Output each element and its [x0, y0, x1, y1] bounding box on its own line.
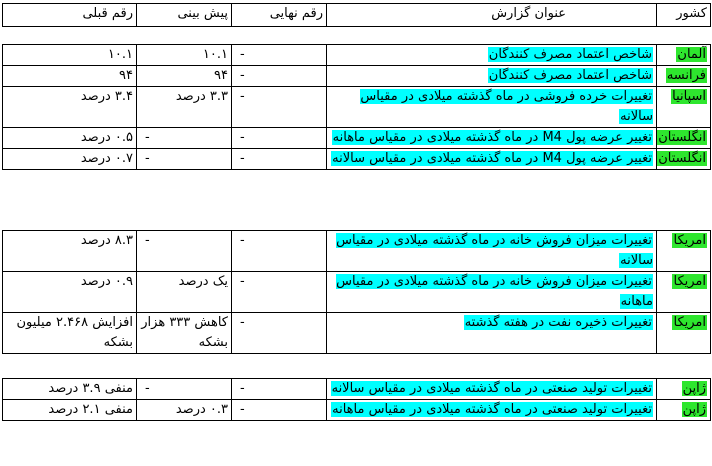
- forecast-value: -: [137, 379, 232, 400]
- report-title: تغییرات خرده فروشی در ماه گذشته میلادی در مقیاس سالانه: [360, 89, 653, 124]
- header-country: کشور: [657, 4, 711, 27]
- header-previous: رقم قبلی: [3, 4, 137, 27]
- previous-value: ۹۴: [3, 66, 137, 87]
- table-row: [3, 231, 711, 272]
- report-title: شاخص اعتماد مصرف کنندگان: [488, 47, 652, 62]
- report-title: تغییرات تولید صنعتی در ماه گذشته میلادی در مقیاس سالانه: [331, 381, 652, 396]
- table-row: [3, 313, 711, 354]
- report-title: تغییر عرضه پول M4 در ماه گذشته میلادی در مقیاس سالانه: [332, 151, 652, 166]
- final-value: -: [232, 149, 327, 170]
- forecast-value: ۹۴: [137, 66, 232, 87]
- table-row: [3, 128, 711, 149]
- header-row: [3, 4, 711, 27]
- table-row: [3, 87, 711, 128]
- previous-value: منفی ۲.۱ درصد: [3, 400, 137, 421]
- previous-value: ۳.۴ درصد: [3, 87, 137, 128]
- country-cell: ژاپن: [682, 381, 706, 396]
- table-row: [3, 66, 711, 87]
- table-row: [3, 149, 711, 170]
- header-title: عنوان گزارش: [327, 4, 657, 27]
- report-title: شاخص اعتماد مصرف کنندگان: [488, 68, 652, 83]
- table-row: [3, 272, 711, 313]
- country-cell: امریکا: [673, 274, 706, 289]
- report-title: تغییر عرضه پول M4 در ماه گذشته میلادی در مقیاس ماهانه: [332, 130, 652, 145]
- report-title: تغییرات ذخیره نفت در هفته گذشته: [464, 315, 652, 330]
- forecast-value: -: [137, 128, 232, 149]
- header-forecast: پیش بینی: [137, 4, 232, 27]
- report-title: تغییرات میزان فروش خانه در ماه گذشته میلادی در مقیاس سالانه: [336, 233, 653, 268]
- forecast-value: یک درصد: [137, 272, 232, 313]
- previous-value: ۰.۷ درصد: [3, 149, 137, 170]
- final-value: -: [232, 231, 327, 272]
- country-cell: انگلستان: [658, 151, 706, 166]
- forecast-value: -: [137, 149, 232, 170]
- forecast-value: -: [137, 231, 232, 272]
- final-value: -: [232, 128, 327, 149]
- final-value: -: [232, 45, 327, 66]
- table-row: [3, 45, 711, 66]
- country-cell: فرانسه: [666, 68, 706, 83]
- final-value: -: [232, 400, 327, 421]
- previous-value: ۱۰.۱: [3, 45, 137, 66]
- forecast-value: ۱۰.۱: [137, 45, 232, 66]
- final-value: -: [232, 379, 327, 400]
- group-table-europe: [2, 44, 711, 170]
- final-value: -: [232, 66, 327, 87]
- table-row: [3, 400, 711, 421]
- final-value: -: [232, 87, 327, 128]
- forecast-value: کاهش ۳۳۳ هزار بشکه: [137, 313, 232, 354]
- previous-value: ۰.۵ درصد: [3, 128, 137, 149]
- group-table-japan: [2, 378, 711, 421]
- header-final: رقم نهایی: [232, 4, 327, 27]
- previous-value: منفی ۳.۹ درصد: [3, 379, 137, 400]
- final-value: -: [232, 272, 327, 313]
- previous-value: ۰.۹ درصد: [3, 272, 137, 313]
- report-title: تغییرات میزان فروش خانه در ماه گذشته میلادی در مقیاس ماهانه: [336, 274, 653, 309]
- group-table-usa: [2, 230, 711, 354]
- country-cell: اسپانیا: [672, 89, 706, 104]
- table-row: [3, 379, 711, 400]
- country-cell: امریکا: [673, 315, 706, 330]
- country-cell: آلمان: [677, 47, 706, 62]
- forecast-value: ۳.۳ درصد: [137, 87, 232, 128]
- country-cell: انگلستان: [658, 130, 706, 145]
- previous-value: افزایش ۲.۴۶۸ میلیون بشکه: [3, 313, 137, 354]
- country-cell: امریکا: [673, 233, 706, 248]
- previous-value: ۸.۳ درصد: [3, 231, 137, 272]
- final-value: -: [232, 313, 327, 354]
- forecast-value: ۰.۳ درصد: [137, 400, 232, 421]
- country-cell: ژاپن: [682, 402, 706, 417]
- report-title: تغییرات تولید صنعتی در ماه گذشته میلادی در مقیاس ماهانه: [332, 402, 652, 417]
- header-table: [2, 3, 711, 27]
